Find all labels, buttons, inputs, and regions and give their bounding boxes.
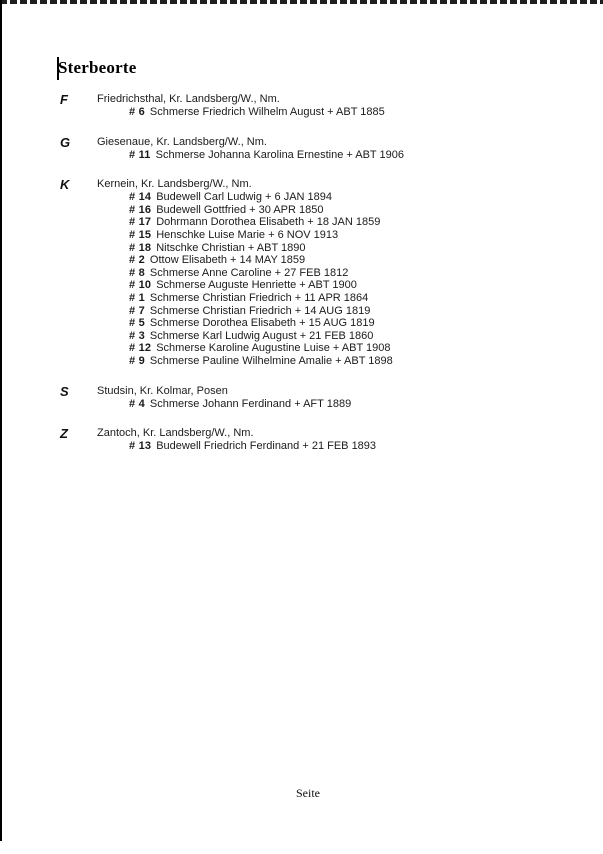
record-text: Budewell Friedrich Ferdinand + 21 FEB 1893 xyxy=(156,440,377,453)
record-text: Henschke Luise Marie + 6 NOV 1913 xyxy=(156,228,339,241)
record-text: Schmerse Dorothea Elisabeth + 15 AUG 1819 xyxy=(149,317,375,330)
place-section xyxy=(60,385,560,411)
place-section xyxy=(60,178,560,367)
place-section xyxy=(60,93,560,119)
death-record-row xyxy=(60,216,560,229)
record-number: # 17 xyxy=(129,216,152,229)
death-record-row xyxy=(60,317,560,330)
record-number: # 5 xyxy=(129,317,145,330)
record-number: # 16 xyxy=(129,203,152,216)
death-record-row xyxy=(60,191,560,204)
record-number: # 11 xyxy=(129,148,151,161)
record-text: Schmerse Karl Ludwig August + 21 FEB 1860 xyxy=(149,329,374,342)
record-number: # 2 xyxy=(129,254,145,267)
record-number: # 6 xyxy=(129,106,145,118)
place-section-header xyxy=(60,178,560,191)
death-record-row xyxy=(60,229,560,242)
index-letter: G xyxy=(60,134,71,150)
death-record-row xyxy=(60,355,560,368)
record-number: # 9 xyxy=(129,354,145,367)
record-text: Schmerse Karoline Augustine Luise + ABT 1908 xyxy=(156,342,391,355)
place-name: Zantoch, Kr. Landsberg/W., Nm. xyxy=(97,427,254,440)
index-letter: K xyxy=(60,177,70,193)
place-name: Giesenaue, Kr. Landsberg/W., Nm. xyxy=(97,135,267,148)
death-places-list xyxy=(60,93,560,470)
record-text: Dohrmann Dorothea Elisabeth + 18 JAN 1859 xyxy=(156,216,381,229)
death-record-row xyxy=(60,242,560,255)
death-record-row xyxy=(60,279,560,292)
record-text: Schmerse Johann Ferdinand + AFT 1889 xyxy=(149,397,352,410)
place-section-header xyxy=(60,136,560,149)
record-text: Schmerse Christian Friedrich + 11 APR 1864 xyxy=(149,291,369,304)
record-text: Nitschke Christian + ABT 1890 xyxy=(156,241,306,254)
record-number: # 12 xyxy=(129,342,152,355)
place-name: Friedrichsthal, Kr. Landsberg/W., Nm. xyxy=(97,93,280,105)
place-name: Kernein, Kr. Landsberg/W., Nm. xyxy=(97,178,252,191)
index-letter: F xyxy=(60,92,68,107)
record-number: # 7 xyxy=(129,304,145,317)
death-record-row xyxy=(60,149,560,162)
record-number: # 10 xyxy=(129,279,152,292)
death-record-row xyxy=(60,292,560,305)
record-text: Schmerse Anne Caroline + 27 FEB 1812 xyxy=(149,266,349,279)
index-letter: Z xyxy=(60,426,68,442)
death-record-row xyxy=(60,330,560,343)
page-break-dashed-line xyxy=(0,0,603,4)
page-footer-label: Seite xyxy=(296,786,320,800)
record-number: # 4 xyxy=(129,397,145,410)
place-section xyxy=(60,427,560,453)
place-section-header xyxy=(60,427,560,440)
death-record-row xyxy=(60,342,560,355)
record-number: # 18 xyxy=(129,241,152,254)
index-letter: S xyxy=(60,383,69,399)
record-number: # 15 xyxy=(129,228,152,241)
record-number: # 8 xyxy=(129,266,145,279)
record-text: Schmerse Pauline Wilhelmine Amalie + ABT 1898 xyxy=(149,354,393,367)
place-section-header xyxy=(60,385,560,398)
record-text: Schmerse Johanna Karolina Ernestine + ABT 1906 xyxy=(155,148,404,161)
place-section-header xyxy=(60,93,560,106)
record-text: Budewell Carl Ludwig + 6 JAN 1894 xyxy=(156,191,333,204)
record-number: # 3 xyxy=(129,329,145,342)
left-margin-rule xyxy=(0,0,2,841)
death-record-row xyxy=(60,254,560,267)
death-record-row xyxy=(60,204,560,217)
record-text: Schmerse Auguste Henriette + ABT 1900 xyxy=(156,279,357,292)
record-number: # 14 xyxy=(129,191,152,204)
death-record-row xyxy=(60,267,560,280)
record-number: # 1 xyxy=(129,291,145,304)
death-record-row xyxy=(60,305,560,318)
death-record-row xyxy=(60,398,560,411)
record-text: Schmerse Christian Friedrich + 14 AUG 1819 xyxy=(149,304,371,317)
record-number: # 13 xyxy=(129,440,152,453)
place-name: Studsin, Kr. Kolmar, Posen xyxy=(97,384,228,397)
record-text: Budewell Gottfried + 30 APR 1850 xyxy=(156,203,324,216)
record-text: Ottow Elisabeth + 14 MAY 1859 xyxy=(149,254,306,267)
death-record-row xyxy=(60,440,560,453)
record-text: Schmerse Friedrich Wilhelm August + ABT 1885 xyxy=(149,106,385,118)
page-title: Sterbeorte xyxy=(58,58,137,77)
place-section xyxy=(60,136,560,162)
death-record-row xyxy=(60,106,560,119)
